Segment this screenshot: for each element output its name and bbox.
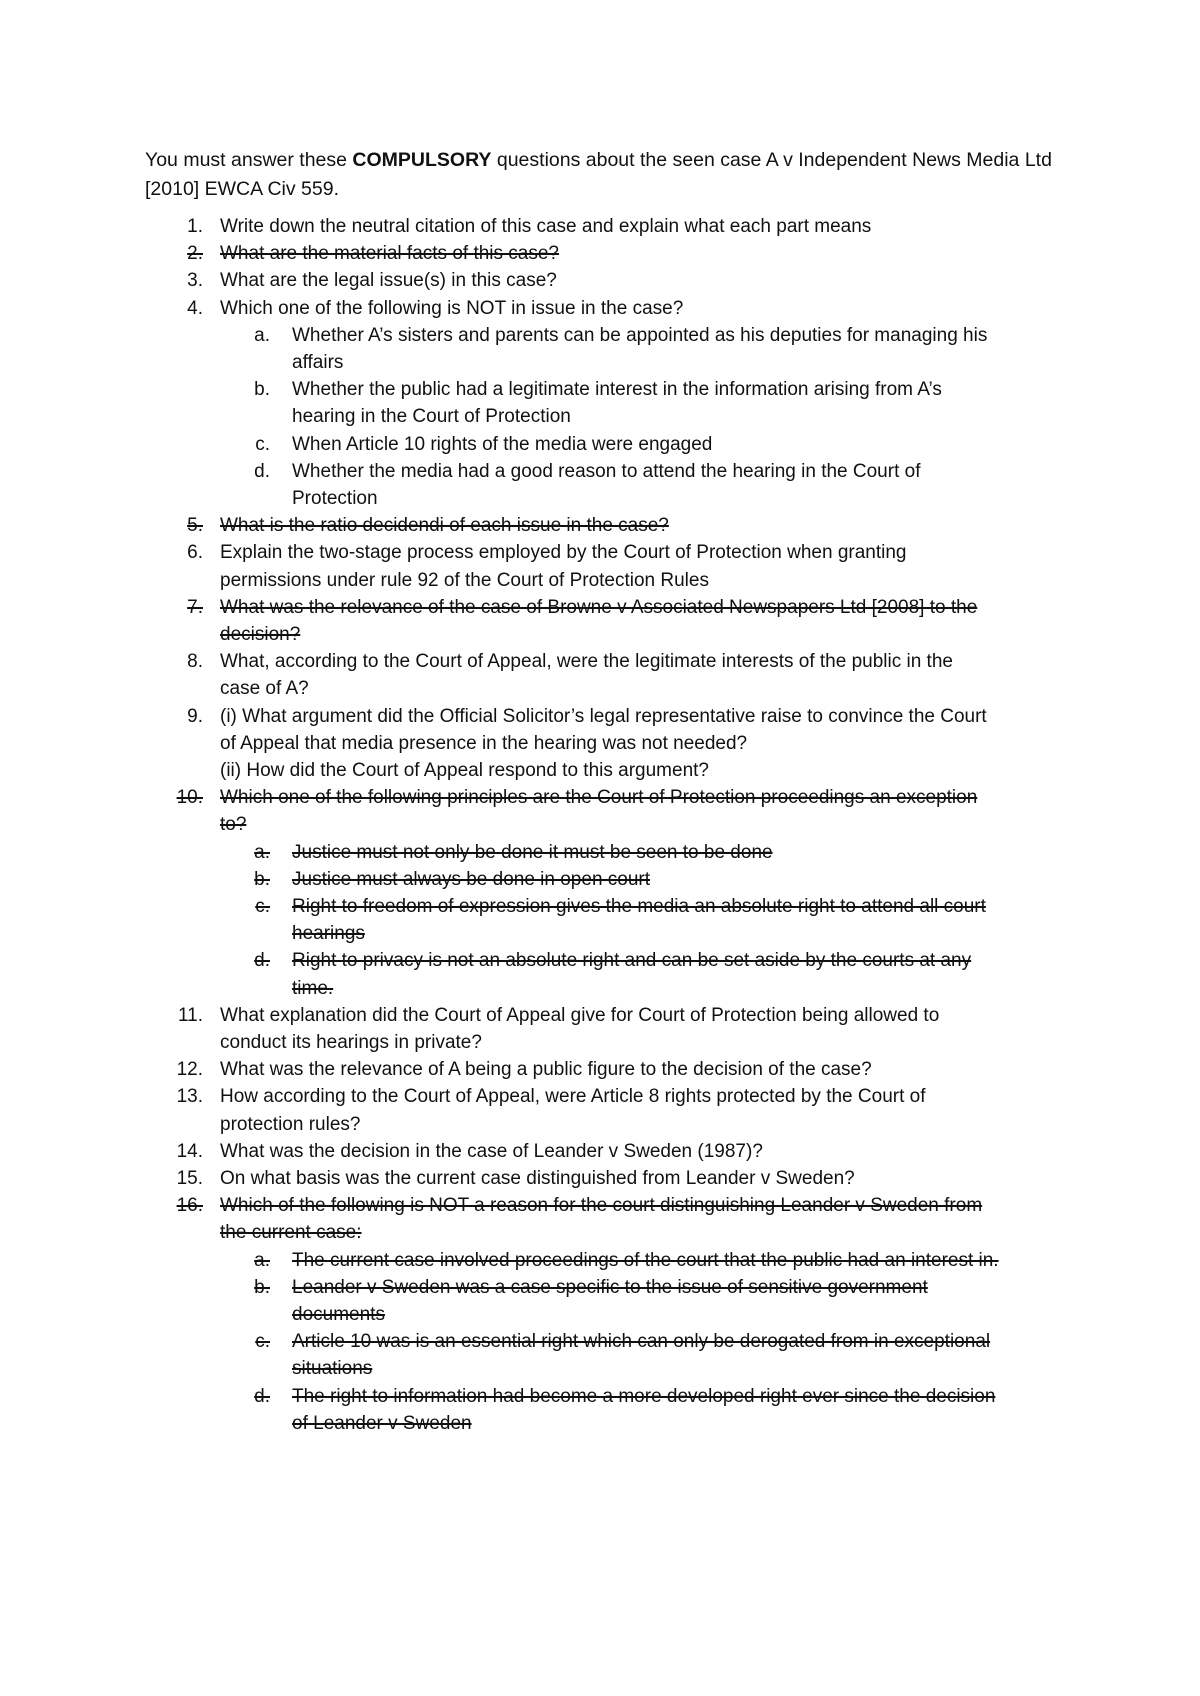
item-number: 3.	[187, 270, 203, 292]
item-number: 1.	[187, 216, 203, 237]
item-text: Write down the neutral citation of this case and explain what each part means	[220, 216, 872, 237]
item-number: 15.	[176, 1168, 203, 1189]
item-text: When Article 10 rights of the media were engaged	[292, 433, 713, 455]
item-text: Whether the public had a legitimate interest in the information arising from A’s	[292, 379, 942, 401]
item-text: What explanation did the Court of Appeal give for Court of Protection being allowed to	[220, 1004, 940, 1026]
item-number: b.	[254, 1276, 270, 1298]
item-text: What was the relevance of A being a public figure to the decision of the case?	[220, 1059, 872, 1081]
item-number: b.	[254, 868, 270, 890]
item-number: a.	[254, 1249, 270, 1271]
item-text: Which one of the following principles are the Court of Protection proceedings an exception	[220, 787, 978, 809]
item-text: Which of the following is NOT a reason for the court distinguishing Leander v Sweden from	[220, 1195, 983, 1217]
item-text: hearings	[292, 923, 365, 945]
item-text: to?	[220, 814, 247, 836]
item-number: d.	[254, 950, 270, 972]
item-text: On what basis was the current case distinguished from Leander v Sweden?	[220, 1168, 855, 1189]
item-text: Explain the two-stage process employed by the Court of Protection when granting	[220, 542, 907, 564]
item-number: d.	[254, 1385, 270, 1407]
item-text: situations	[292, 1358, 373, 1380]
item-text: What are the material facts of this case?	[220, 243, 559, 265]
item-text: protection rules?	[220, 1113, 361, 1135]
item-number: 9.	[187, 705, 203, 727]
item-text: Protection	[292, 488, 378, 509]
item-text: The right to information had become a more developed right ever since the decision	[292, 1385, 996, 1407]
item-text: Whether the media had a good reason to attend the hearing in the Court of	[292, 460, 921, 482]
item-number: 10.	[176, 787, 203, 809]
item-text: What are the legal issue(s) in this case?	[220, 270, 557, 292]
item-number: 2.	[187, 243, 203, 265]
item-text: How according to the Court of Appeal, were Article 8 rights protected by the Court of	[220, 1086, 926, 1108]
item-text: conduct its hearings in private?	[220, 1032, 482, 1053]
item-text: case of A?	[220, 678, 309, 700]
item-text: What is the ratio decidendi of each issue in the case?	[220, 515, 669, 537]
item-text: affairs	[292, 352, 344, 373]
item-text: of Appeal that media presence in the hearing was not needed?	[220, 732, 748, 754]
item-text: permissions under rule 92 of the Court of Protection Rules	[220, 569, 709, 591]
item-text: the current case:	[220, 1222, 362, 1244]
item-text: Justice must not only be done it must be seen to be done	[292, 841, 773, 863]
item-number: 5.	[187, 515, 203, 537]
item-number: b.	[254, 379, 270, 401]
item-text: Right to freedom of expression gives the media an absolute right to attend all court	[292, 896, 986, 917]
item-text: documents	[292, 1304, 385, 1325]
item-text: time.	[292, 977, 334, 999]
item-number: c.	[255, 1331, 270, 1353]
item-text: Article 10 was is an essential right which can only be derogated from in exceptional	[292, 1331, 991, 1353]
item-text: Right to privacy is not an absolute right and can be set aside by the courts at any	[292, 950, 972, 972]
item-number: 12.	[176, 1059, 203, 1081]
item-text: hearing in the Court of Protection	[292, 406, 571, 428]
item-text: Which one of the following is NOT in issue in the case?	[220, 297, 684, 319]
item-number: d.	[254, 460, 270, 482]
item-text: Whether A’s sisters and parents can be appointed as his deputies for managing his	[292, 324, 988, 346]
item-text: decision?	[220, 624, 301, 645]
intro-text-end: questions about the seen case A v Independent News Media Ltd [2010] EWCA Civ 559.	[145, 149, 1052, 200]
item-number: 8.	[187, 651, 203, 673]
item-number: c.	[255, 433, 270, 455]
item-text: of Leander v Sweden	[292, 1412, 472, 1434]
item-number: a.	[254, 324, 270, 346]
intro-paragraph	[145, 146, 1065, 204]
intro-text-start: You must answer these	[145, 149, 353, 171]
item-number: 16.	[176, 1195, 203, 1217]
item-text: What, according to the Court of Appeal, were the legitimate interests of the public in the	[220, 651, 953, 673]
item-number: 11.	[177, 1004, 203, 1026]
item-text: (ii) How did the Court of Appeal respond to this argument?	[220, 760, 709, 781]
item-text: Justice must always be done in open court	[292, 868, 651, 890]
item-text: What was the decision in the case of Leander v Sweden (1987)?	[220, 1140, 763, 1162]
item-number: 14.	[176, 1140, 203, 1162]
item-text: Leander v Sweden was a case specific to the issue of sensitive government	[292, 1276, 928, 1298]
item-number: 6.	[187, 542, 203, 564]
item-number: 13.	[176, 1086, 203, 1108]
item-text: The current case involved proceedings of the court that the public had an interest in.	[292, 1249, 999, 1271]
item-number: c.	[255, 896, 270, 917]
item-text: (i) What argument did the Official Solicitor’s legal representative raise to convince the Court	[220, 705, 987, 727]
item-number: 7.	[187, 596, 203, 618]
item-text: What was the relevance of the case of Browne v Associated Newspapers Ltd [2008] to the	[220, 596, 978, 618]
item-number: a.	[254, 841, 270, 863]
item-number: 4.	[187, 297, 203, 319]
intro-bold-word: COMPULSORY	[352, 149, 492, 171]
